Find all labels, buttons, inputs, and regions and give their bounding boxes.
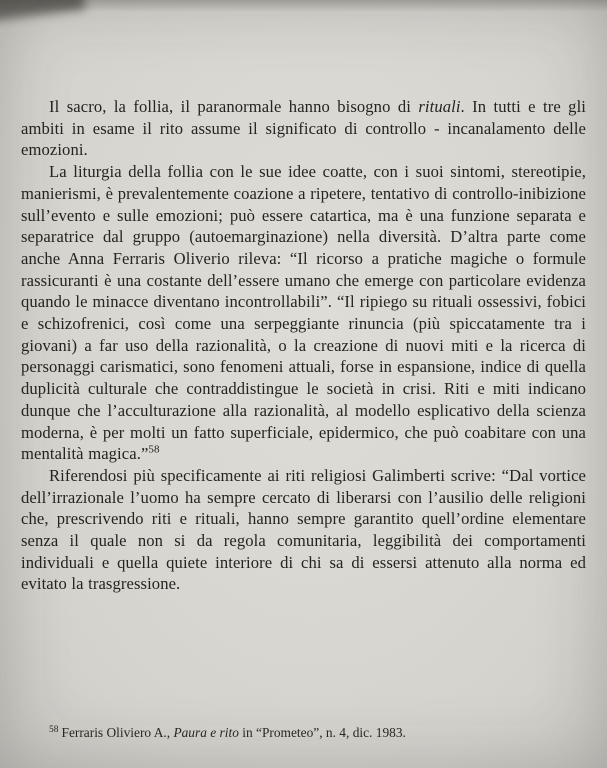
top-edge-shade xyxy=(0,0,607,12)
page-edge-shadow xyxy=(0,0,86,23)
page-body xyxy=(21,96,586,595)
p1-text-start: Il sacro, la follia, il paranormale hanno bisogno di xyxy=(49,97,419,116)
paragraph-1 xyxy=(21,96,586,161)
footnote-author: Ferraris Oliviero A., xyxy=(61,725,174,740)
p3-text: Riferendosi più specificamente ai riti religiosi Galimberti scrive: “Dal vortice dell’irrazionale l’uomo ha sempre cercato di liberarsi con l’ausilio delle religioni che, prescrivendo riti e rituali, hanno sempre garantito quell’ordine elementare senza il quale non si da regola comunitaria, leggibilità dei comportamenti individuali e quella quiete interiore di chi sa di essersi attenuto alla norma ed evitato la trasgressione. xyxy=(21,465,586,594)
p1-italic-rituali: rituali xyxy=(418,97,461,116)
p1-text-end: . In tutti e tre gli ambiti in esame il rito assume il significato di controllo - incanalamento delle emozioni. xyxy=(21,97,586,160)
paragraph-3 xyxy=(21,465,586,595)
footnote-reference-58: 58 xyxy=(148,443,160,456)
paragraph-2 xyxy=(21,161,586,465)
footnote-title-italic: Paura e rito xyxy=(173,725,239,740)
footnote-rest: in “Prometeo”, n. 4, dic. 1983. xyxy=(238,725,406,740)
footnote xyxy=(21,724,586,742)
p2-text: La liturgia della follia con le sue idee coatte, con i suoi sintomi, stereotipie, manierismi, è prevalentemente coazione a ripetere, tentativo di controllo-inibizione sull’evento e sulle emozioni; può essere catartica, ma è una funzione separata e separatrice dal gruppo (autoemarginazione) nella diversità. D’altra parte come anche Anna Ferraris Oliverio rileva: “Il ricorso a pratiche magiche o formule rassicuranti è una costante dell’essere umano che emerge con particolare evidenza quando le minacce diventano incontrollabili”. “Il ripiego su rituali ossessivi, fobici e schizofrenici, così come una serpeggiante rinuncia (più spiccatamente tra i giovani) a far uso della razionalità, o la creazione di nuovi miti e la ricerca di personaggi carismatici, sono fenomeni attuali, forse in espansione, indice di quella duplicità culturale che contraddistingue le società in crisi. Riti e miti indicano dunque che l’acculturazione alla razionalità, al modello esplicativo della scienza moderna, è per molti un fatto superficiale, epidermico, che può coabitare con una mentalità magica.” xyxy=(21,162,586,464)
footnote-number: 58 xyxy=(49,724,59,735)
